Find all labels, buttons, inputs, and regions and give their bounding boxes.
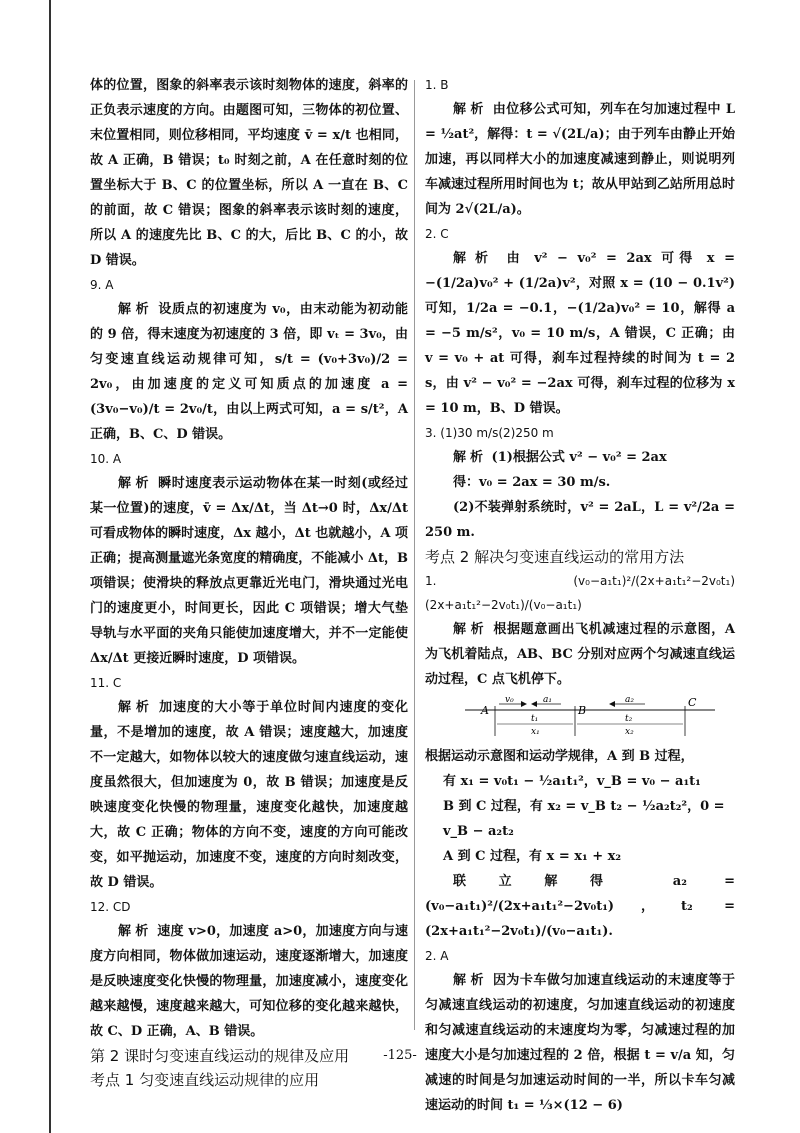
analysis-label: 解析 [118,476,154,491]
analysis-1-text: 由位移公式可知，列车在匀加速过程中 L = ½at²，解得：t = √(2L/a)；由于列车由静止开始加速，再以同样大小的加速度减速到静止，则说明列车减速过程所用时间也为 t；故从甲站到乙站所用总时间为 2√(2L/a)。 [425,102,735,217]
analysis-12-text: 速度 v>0，加速度 a>0，加速度方向与速度方向相同，物体做加速运动，速度逐渐增大，加速度是反映速度变化快慢的物理量，加速度减小，速度变化越来越慢，速度越来越大，可知位移的变化越来越快，故 C、D 正确，A、B 错误。 [90,924,409,1039]
velocity-arrowhead [521,701,527,707]
analysis-3-text-a: (1)根据公式 v² − v₀² = 2ax [491,450,667,465]
page-number: -125- [383,1048,417,1063]
answer-10: 10. A [90,452,122,466]
analysis-2-text: 由 v² − v₀² = 2ax 可得 x = −(1/2a)v₀² + (1/2a)v²，对照 x = (10 − 0.1v²) 可知，1/2a = −0.1，−(1/2a)v₀² = 10，解得 a = −5 m/s²，v₀ = 10 m/s，A 错误，C 正确；由 v = v₀ + at 可得，刹车过程持续的时间为 t = 2 s，由 v² − v₀² = −2ax 可得，刹车过程的位移为 x = 10 m，B、D 错误。 [425,251,735,416]
equation-2: B 到 C 过程，有 x₂ = v_B t₂ − ½a₂t₂²，0 = v_B − a₂t₂ [443,799,725,839]
analysis-label: 解析 [118,700,154,715]
left-column [90,73,408,1092]
label-x2: x₂ [625,727,634,737]
analysis-label: 解析 [453,102,488,117]
accel-arrowhead-1 [531,701,537,707]
analysis-9 [90,297,408,447]
answer-12: 12. CD [90,900,131,914]
analysis-1 [425,97,735,222]
equation-3: A 到 C 过程，有 x = x₁ + x₂ [443,849,622,864]
analysis-3-line2: 得：v₀ = 2ax = 30 m/s. [453,475,611,490]
analysis-label: 解析 [118,302,154,317]
label-t1: t₁ [531,714,539,724]
section-heading-point1: 考点 1 匀变速直线运动规律的应用 [90,1071,320,1089]
analysis-12 [90,919,408,1044]
analysis-label: 解析 [453,973,488,988]
label-b: B [578,704,587,717]
analysis-2 [425,246,735,421]
analysis-b1-text: 根据题意画出飞机减速过程的示意图，A 为飞机着陆点，AB、BC 分别对应两个匀减速直线运动过程，C 点飞机停下。 [425,622,735,687]
section-heading-point2: 考点 2 解决匀变速直线运动的常用方法 [425,548,685,566]
motion-diagram-svg [465,696,715,740]
answer-2: 2. C [425,227,449,241]
label-x1: x₁ [531,727,540,737]
analysis-b2 [425,968,735,1118]
label-c: C [688,696,697,709]
answer-b2: 2. A [425,949,449,963]
analysis-9-text: 设质点的初速度为 v₀，由末动能为初动能的 9 倍，得末速度为初速度的 3 倍，即 vₜ = 3v₀，由匀变速直线运动规律可知，s/t = (v₀+3v₀)/2 = 2v₀，由加速度的定义可知质点的加速度 a = (3v₀−v₀)/t = 2v₀/t，由以上两式可知，a = s/t²，A 正确，B、C、D 错误。 [90,302,408,442]
analysis-label: 解析 [453,450,488,465]
analysis-label: 解析 [453,251,498,266]
analysis-11-text: 加速度的大小等于单位时间内速度的变化量，不是增加的速度，故 A 错误；速度越大，加速度不一定越大，如物体以较大的速度做匀速直线运动，速度虽然很大，但加速度为 0，故 B 错误；加速度是反映速度变化快慢的物理量，速度变化越快，加速度越大，故 C 正确；物体的方向不变，速度的方向可能改变，如平抛运动，加速度不变，速度的方向时刻改变，故 D 错误。 [90,700,408,890]
answer-9: 9. A [90,278,114,292]
analysis-3 [425,445,735,470]
analysis-b1 [425,617,735,692]
lesson-heading: 第 2 课时匀变速直线运动的规律及应用 [90,1047,350,1065]
label-a1: a₁ [543,696,552,705]
equation-1: 有 x₁ = v₀t₁ − ½a₁t₁²，v_B = v₀ − a₁t₁ [443,774,701,789]
analysis-10-text: 瞬时速度表示运动物体在某一时刻(或经过某一位置)的速度，v̄ = Δx/Δt，当 Δt→0 时，Δx/Δt 可看成物体的瞬时速度，Δx 越小，Δt 也就越小，A 项正确；提高测量遮光条宽度的精确度，不能减小 Δt，B 项错误；使滑块的释放点更靠近光电门，滑块通过光电门的速度更小，时间更长，因此 C 项错误；增大气垫导轨与水平面的夹角只能使加速度增大，并不一定能使 Δx/Δt 更接近瞬时速度，D 项错误。 [90,476,408,666]
analysis-3-line3: (2)不装弹射系统时，v² = 2aL，L = v²/2a = 250 m. [425,500,735,540]
analysis-11 [90,695,408,895]
motion-diagram [465,696,715,740]
analysis-10 [90,471,408,671]
answer-3: 3. (1)30 m/s(2)250 m [425,426,554,440]
label-a2: a₂ [625,696,634,705]
column-divider [414,80,415,1030]
accel-arrowhead-2 [609,701,615,707]
answer-11: 11. C [90,676,122,690]
label-a: A [481,704,489,717]
paragraph-continuation: 体的位置，图象的斜率表示该时刻物体的速度，斜率的正负表示速度的方向。由题图可知，三物体的初位置、末位置相同，则位移相同，平均速度 v̄ = x/t 也相同，故 A 正确，B 错误；t₀ 时刻之前，A 在任意时刻的位置坐标大于 B、C 的位置坐标，所以 A 一直在 B、C 的前面，故 C 错误；图象的斜率表示该时刻的速度，所以 A 的速度先比 B、C 的大，后比 B、C 的小，故 D 错误。 [90,78,408,268]
analysis-b2-text: 因为卡车做匀加速直线运动的末速度等于匀减速直线运动的初速度，匀加速直线运动的初速度和匀减速直线运动的末速度均为零，匀减速过程的加速度大小是匀加速过程的 2 倍，根据 t = v/a 知，匀减速的时间是匀加速运动时间的一半，所以卡车匀减速运动的时间 t₁ = ⅓×(12 − 6) [425,973,735,1113]
analysis-label: 解析 [118,924,153,939]
equation-4: 联立解得 a₂ = (v₀−a₁t₁)²/(2x+a₁t₁²−2v₀t₁)，t₂ = (2x+a₁t₁²−2v₀t₁)/(v₀−a₁t₁). [425,874,735,939]
right-column [425,73,735,1118]
label-t2: t₂ [625,714,633,724]
binding-margin-line [49,0,51,1133]
label-v0: v₀ [505,696,514,705]
analysis-b1-cont: 根据运动示意图和运动学规律，A 到 B 过程， [425,749,694,764]
answer-b1: 1. (v₀−a₁t₁)²/(2x+a₁t₁²−2v₀t₁) (2x+a₁t₁²−2v₀t₁)/(v₀−a₁t₁) [425,574,735,612]
analysis-label: 解析 [453,622,489,637]
answer-1: 1. B [425,78,449,92]
